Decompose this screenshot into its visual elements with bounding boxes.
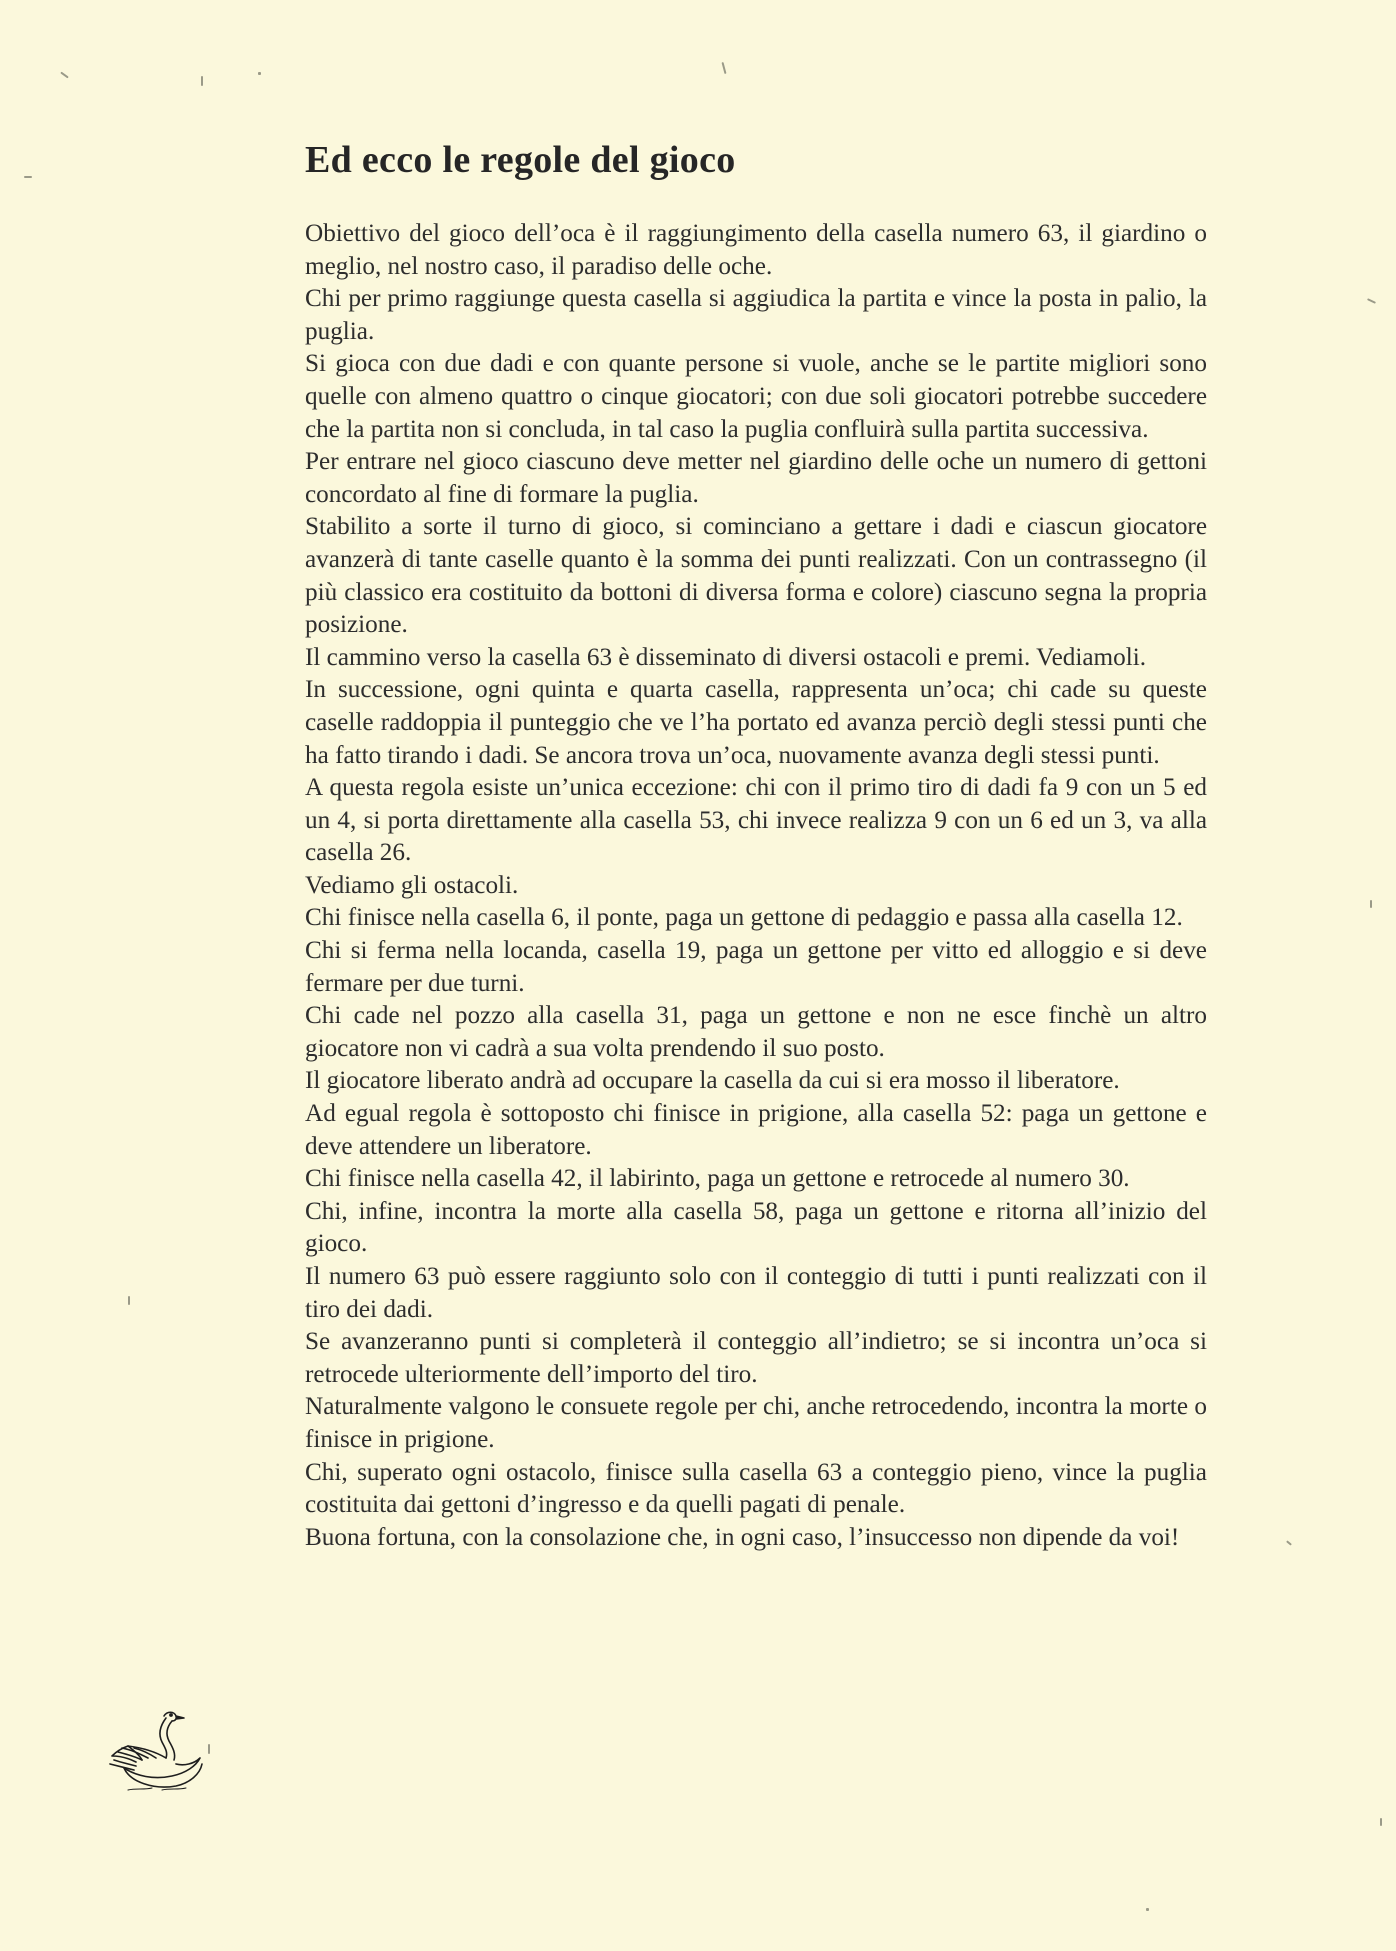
rules-paragraph: Per entrare nel gioco ciascuno deve metter nel giardino delle oche un numero di gettoni concordato al fine di formare la puglia. xyxy=(305,448,1207,508)
rules-paragraph: Buona fortuna, con la consolazione che, in ogni caso, l’insuccesso non dipende da voi! xyxy=(305,1523,1180,1551)
rules-paragraph: Si gioca con due dadi e con quante persone si vuole, anche se le partite migliori sono quelle con almeno quattro o cinque giocatori; con due soli giocatori potrebbe succedere che la partita non si concluda, in tal caso la puglia confluirà sulla partita successiva. xyxy=(305,350,1207,443)
rules-paragraph: Chi si ferma nella locanda, casella 19, paga un gettone per vitto ed alloggio e si deve fermare per due turni. xyxy=(305,937,1207,997)
scan-speck xyxy=(128,1296,130,1305)
rules-paragraph: Naturalmente valgono le consuete regole per chi, anche retrocedendo, incontra la morte o finisce in prigione. xyxy=(305,1393,1207,1453)
scan-speck xyxy=(1286,1540,1292,1545)
rules-paragraph: Chi, infine, incontra la morte alla casella 58, paga un gettone e ritorna all’inizio del gioco. xyxy=(305,1197,1207,1258)
scan-speck xyxy=(1370,900,1372,908)
rules-paragraph: Il numero 63 può essere raggiunto solo con il conteggio di tutti i punti realizzati con il tiro dei dadi. xyxy=(305,1263,1207,1323)
page-title: Ed ecco le regole del gioco xyxy=(305,139,736,181)
scan-speck xyxy=(1367,298,1376,304)
rules-text xyxy=(305,218,1207,1554)
rules-paragraph: Chi per primo raggiunge questa casella si aggiudica la partita e vince la posta in palio, la puglia. xyxy=(305,285,1207,345)
rules-paragraph: Chi, superato ogni ostacolo, finisce sulla casella 63 a conteggio pieno, vince la puglia costituita dai gettoni d’ingresso e da quelli pagati di penale. xyxy=(305,1458,1207,1519)
scan-speck xyxy=(201,76,203,86)
scan-speck xyxy=(208,1744,210,1754)
scan-speck xyxy=(721,62,726,74)
rules-paragraph: A questa regola esiste un’unica eccezione: chi con il primo tiro di dadi fa 9 con un 5 ed un 4, si porta direttamente alla casella 53, chi invece realizza 9 con un 6 ed un 3, va alla casella 26. xyxy=(305,774,1207,867)
rules-paragraph: Ad egual regola è sottoposto chi finisce in prigione, alla casella 52: paga un gettone e deve attendere un liberatore. xyxy=(305,1100,1207,1160)
rules-paragraph: Chi finisce nella casella 6, il ponte, paga un gettone di pedaggio e passa alla casella 12. xyxy=(305,904,1183,932)
rules-paragraph: Il giocatore liberato andrà ad occupare la casella da cui si era mosso il liberatore. xyxy=(305,1067,1120,1095)
swan-icon xyxy=(106,1708,208,1794)
rules-paragraph: Se avanzeranno punti si completerà il conteggio all’indietro; se si incontra un’oca si retrocede ulteriormente dell’importo del tiro. xyxy=(305,1328,1207,1388)
rules-paragraph: Il cammino verso la casella 63 è disseminato di diversi ostacoli e premi. Vediamoli. xyxy=(305,643,1147,671)
rules-paragraph: Chi cade nel pozzo alla casella 31, paga un gettone e non ne esce finchè un altro giocatore non vi cadrà a sua volta prendendo il suo posto. xyxy=(305,1002,1207,1062)
rules-paragraph: In successione, ogni quinta e quarta casella, rappresenta un’oca; chi cade su queste caselle raddoppia il punteggio che ve l’ha portato ed avanza perciò degli stessi punti che ha fatto tirando i dadi. Se ancora trova un’oca, nuovamente avanza degli stessi punti. xyxy=(305,676,1207,769)
scan-speck xyxy=(60,72,69,79)
scan-speck xyxy=(1380,1818,1382,1826)
scan-speck xyxy=(24,176,32,178)
rules-paragraph: Obiettivo del gioco dell’oca è il raggiungimento della casella numero 63, il giardino o meglio, nel nostro caso, il paradiso delle oche. xyxy=(305,220,1207,280)
rules-paragraph: Vediamo gli ostacoli. xyxy=(305,871,519,899)
rules-paragraph: Stabilito a sorte il turno di gioco, si cominciano a gettare i dadi e ciascun giocatore avanzerà di tante caselle quanto è la somma dei punti realizzati. Con un contrassegno (il più classico era costituito da bottoni di diversa forma e colore) ciascuno segna la propria posizione. xyxy=(305,513,1207,639)
scan-speck xyxy=(258,72,261,75)
scan-speck xyxy=(1146,1908,1149,1911)
rules-paragraph: Chi finisce nella casella 42, il labirinto, paga un gettone e retrocede al numero 30. xyxy=(305,1165,1130,1193)
